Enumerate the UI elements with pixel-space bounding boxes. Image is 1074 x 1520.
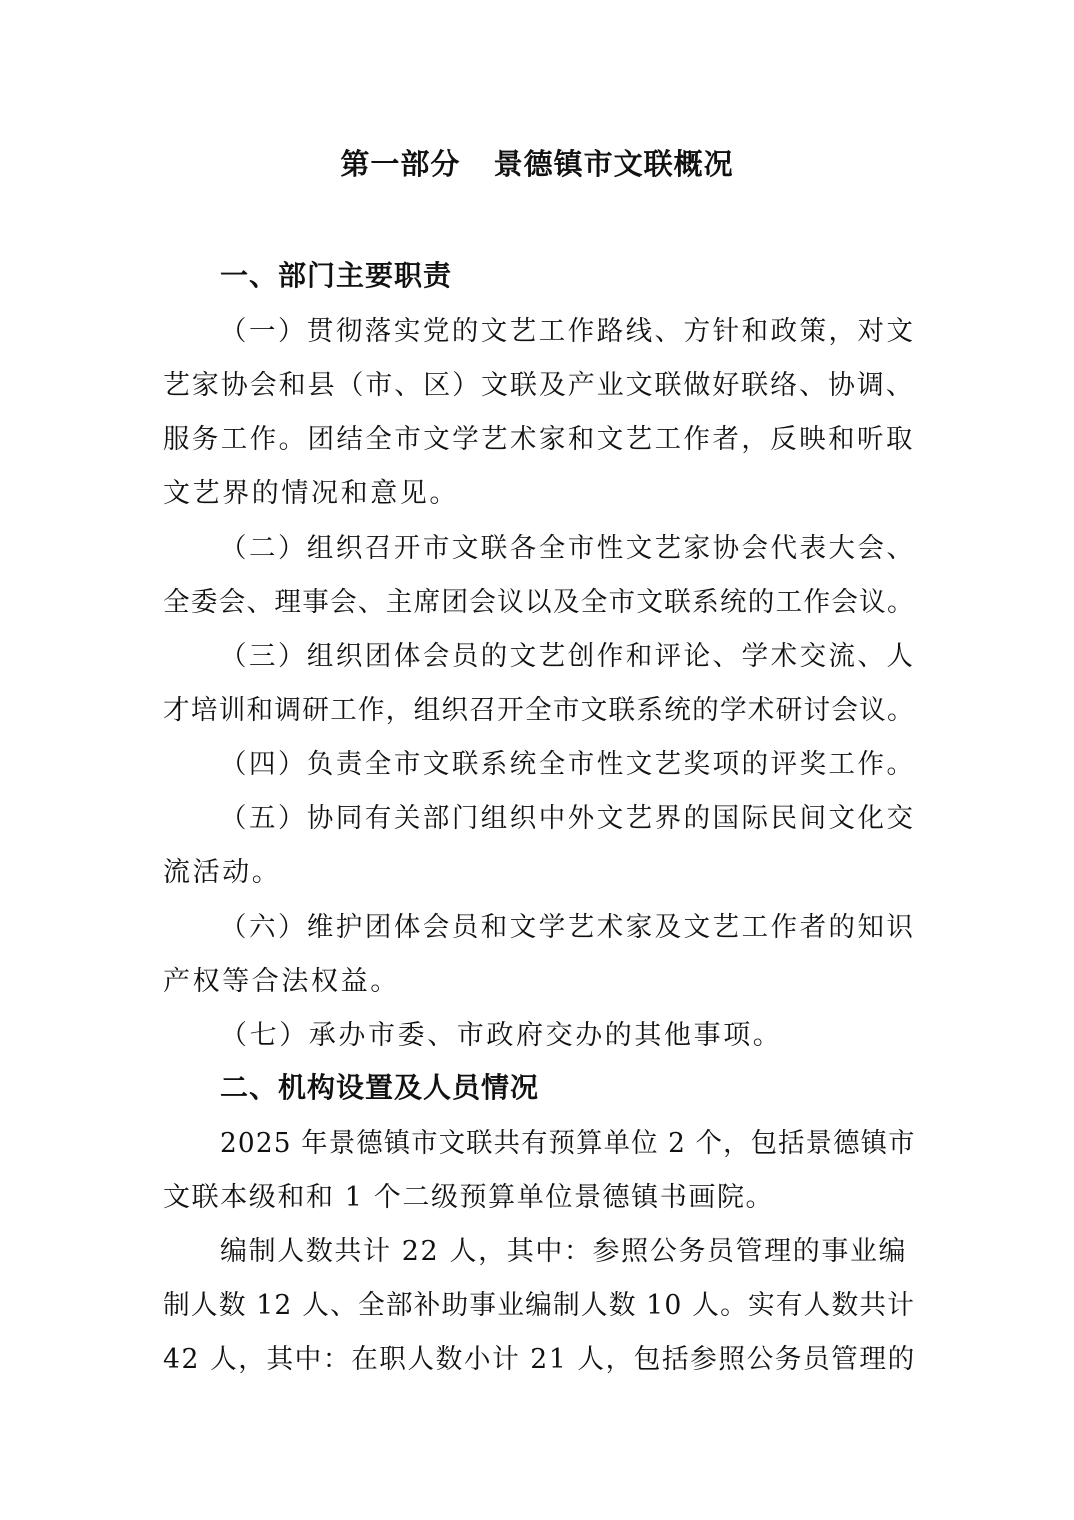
paragraph-line: 2025 年景德镇市文联共有预算单位 2 个，包括景德镇市 (220, 1128, 916, 1159)
paragraph-line: 文艺界的情况和意见。 (163, 478, 459, 509)
paragraph-line: 42 人，其中：在职人数小计 21 人，包括参照公务员管理的 (163, 1344, 916, 1375)
paragraph-line: （二）组织召开市文联各全市性文艺家协会代表大会、 (220, 533, 916, 564)
paragraph-line: 产权等合法权益。 (163, 966, 400, 997)
paragraph-line: 制人数 12 人、全部补助事业编制人数 10 人。实有人数共计 (163, 1290, 916, 1321)
section-heading-organization: 二、机构设置及人员情况 (220, 1071, 540, 1104)
paragraph-line: （一）贯彻落实党的文艺工作路线、方针和政策，对文 (220, 316, 916, 347)
paragraph-line: 全委会、理事会、主席团会议以及全市文联系统的工作会议。 (163, 587, 915, 618)
paragraph-line: （四）负责全市文联系统全市性文艺奖项的评奖工作。 (220, 749, 916, 780)
paragraph-line: （七）承办市委、市政府交办的其他事项。 (220, 1020, 783, 1051)
paragraph-line: （五）协同有关部门组织中外文艺界的国际民间文化交 (220, 803, 916, 834)
paragraph-line: 艺家协会和县（市、区）文联及产业文联做好联络、协调、 (163, 370, 915, 401)
paragraph-line: 服务工作。团结全市文学艺术家和文艺工作者，反映和听取 (163, 424, 915, 455)
section-heading-duties: 一、部门主要职责 (220, 259, 453, 292)
paragraph-line: 文联本级和和 1 个二级预算单位景德镇书画院。 (163, 1182, 775, 1213)
page-title: 第一部分 景德镇市文联概况 (340, 147, 734, 181)
paragraph-line: 编制人数共计 22 人，其中：参照公务员管理的事业编 (220, 1236, 908, 1267)
paragraph-line: 才培训和调研工作，组织召开全市文联系统的学术研讨会议。 (163, 695, 915, 726)
paragraph-line: （六）维护团体会员和文学艺术家及文艺工作者的知识 (220, 912, 916, 943)
paragraph-line: 流活动。 (163, 857, 282, 888)
paragraph-line: （三）组织团体会员的文艺创作和评论、学术交流、人 (220, 641, 916, 672)
